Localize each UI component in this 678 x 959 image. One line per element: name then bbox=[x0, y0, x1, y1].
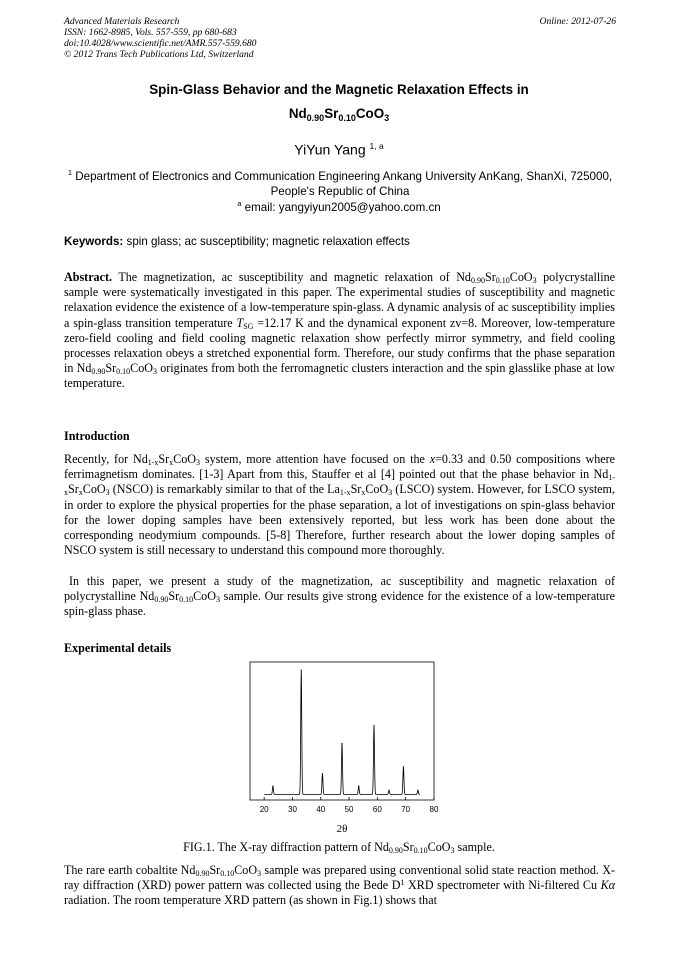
x-tick-label: 80 bbox=[429, 805, 439, 814]
section-heading-introduction: Introduction bbox=[64, 429, 130, 443]
xrd-peak-point bbox=[417, 790, 418, 791]
formula: $Nd_{0.90}Sr_{0.10}CoO_3$ bbox=[76, 361, 158, 377]
x-tick-label: 20 bbox=[259, 805, 269, 814]
xrd-chart bbox=[242, 660, 442, 838]
x-axis-label: 2θ bbox=[336, 823, 348, 835]
xrd-peak-point bbox=[272, 786, 273, 787]
xrd-peak-point bbox=[301, 670, 302, 671]
xrd-peak-point bbox=[373, 725, 374, 726]
x-axis-ticks bbox=[260, 797, 439, 814]
online-date: Online: 2012-07-26 bbox=[539, 16, 616, 27]
journal-issn: ISSN: 1662-8985, Vols. 557-559, pp 680-683 bbox=[64, 27, 237, 38]
xrd-peak-point bbox=[403, 766, 404, 767]
x-tick-label: 30 bbox=[288, 805, 297, 814]
xrd-peak-markers bbox=[272, 670, 418, 791]
author: YiYun Yang $^{1, a}$ bbox=[294, 141, 384, 158]
xrd-series-line bbox=[264, 670, 420, 794]
xrd-peak-point bbox=[322, 773, 323, 774]
affiliation: $^1$ Department of Electronics and Communication Engineering Ankang University AnKang, ShanXi, 725000, People's Republic of China bbox=[67, 168, 613, 198]
formula: $Nd_{0.90}Sr_{0.10}CoO_3$ bbox=[139, 589, 220, 605]
x-tick-label: 40 bbox=[316, 805, 326, 814]
formula: $Nd_{0.90}Sr_{0.10}CoO_3$ bbox=[456, 270, 537, 285]
xrd-peak-point bbox=[388, 790, 389, 791]
formula: $Nd_{0.90}Sr_{0.10}CoO_3$ bbox=[180, 863, 262, 878]
abstract: Abstract. The magnetization, ac susceptibility and magnetic relaxation of $Nd_{0.90}Sr_{0.10}CoO_3$ polycrystalline sample were systematically investigated in this paper. The experimental studies of susceptibility and magnetic relaxation evidence the existence of a low-temperature spin-glass. A dynamic analysis of ac susceptibility implies a spin-glass transition temperature $T_{SG} =12.17$ K and the dynamical exponent zv=8. Moreover, low-temperature zero-field cooling and field cooling magnetic relaxation show perfectly mirror symmetry, and field cooling processes relaxation obeys a stretched exponential form. Therefore, our study confirms that the phase separation in $Nd_{0.90}Sr_{0.10}CoO_3$ originates from both the ferromagnetic clusters interaction and the spin glasslike phase at low temperature. bbox=[64, 270, 615, 391]
x-tick-label: 50 bbox=[344, 805, 354, 814]
introduction-paragraph-2: In this paper, we present a study of the magnetization, ac susceptibility and magnetic relaxation of polycrystalline $Nd_{0.90}Sr_{0.10}CoO_3$ sample. Our results give strong evidence for the existence of a low-temperature spin-glass phase. bbox=[64, 574, 615, 619]
keywords: Keywords: spin glass; ac susceptibility; magnetic relaxation effects bbox=[64, 235, 410, 248]
author-name: YiYun Yang bbox=[294, 141, 366, 158]
journal-name: Advanced Materials Research bbox=[64, 16, 180, 27]
paper-title-line2: $Nd_{0.90}Sr_{0.10}CoO_3$ bbox=[288, 106, 390, 123]
xrd-peak-point bbox=[341, 743, 342, 744]
journal-header bbox=[64, 16, 256, 60]
paper-title-line1: Spin-Glass Behavior and the Magnetic Relaxation Effects in bbox=[149, 82, 529, 97]
journal-copyright: © 2012 Trans Tech Publications Ltd, Switzerland bbox=[64, 49, 254, 60]
x-tick-label: 60 bbox=[372, 805, 382, 814]
author-email[interactable]: $^a$ email: yangyiyun2005@yahoo.com.cn bbox=[237, 199, 441, 214]
xrd-peak-point bbox=[358, 786, 359, 787]
x-tick-label: 70 bbox=[401, 805, 411, 814]
figure-caption: FIG.1. The X-ray diffraction pattern of $Nd_{0.90}Sr_{0.10}CoO_3$ sample. bbox=[183, 840, 495, 855]
plot-frame bbox=[250, 662, 434, 800]
introduction-paragraph-1: Recently, for $Nd_{1-x}Sr_xCoO_3$ system, more attention have focused on the x=0.33 and 0.50 compositions where ferrimagnetism dominates. [1-3] Apart from this, Stauffer et al [4] pointed out that the phase behavior in $Nd_{1-x}Sr_xCoO_3$ (NSCO) is remarkably similar to that of the $La_{1-x}Sr_xCoO_3$ (LSCO) system. However, for LSCO system, in order to explore the physical properties for the phase separation, a lot of investigations on spin-glass behavior for the lower doping samples have been extensively reported, but less work has been done about the corresponding neodymium compounds. [5-8] Therefore, further research about the lower doping samples of NSCO system is still necessary to understand this compound more thoroughly. bbox=[64, 452, 616, 558]
section-heading-experimental: Experimental details bbox=[64, 641, 172, 655]
abstract-label: Abstract. bbox=[64, 270, 113, 284]
journal-doi: doi:10.4028/www.scientific.net/AMR.557-559.680 bbox=[64, 38, 257, 49]
experimental-paragraph-1: The rare earth cobaltite $Nd_{0.90}Sr_{0.10}CoO_3$ sample was prepared using conventional solid state reaction method. X-ray diffraction (XRD) power pattern was collected using the Bede $D^1$ XRD spectrometer with Ni-filtered Cu Kα radiation. The room temperature XRD pattern (as shown in Fig.1) shows that bbox=[64, 863, 616, 908]
